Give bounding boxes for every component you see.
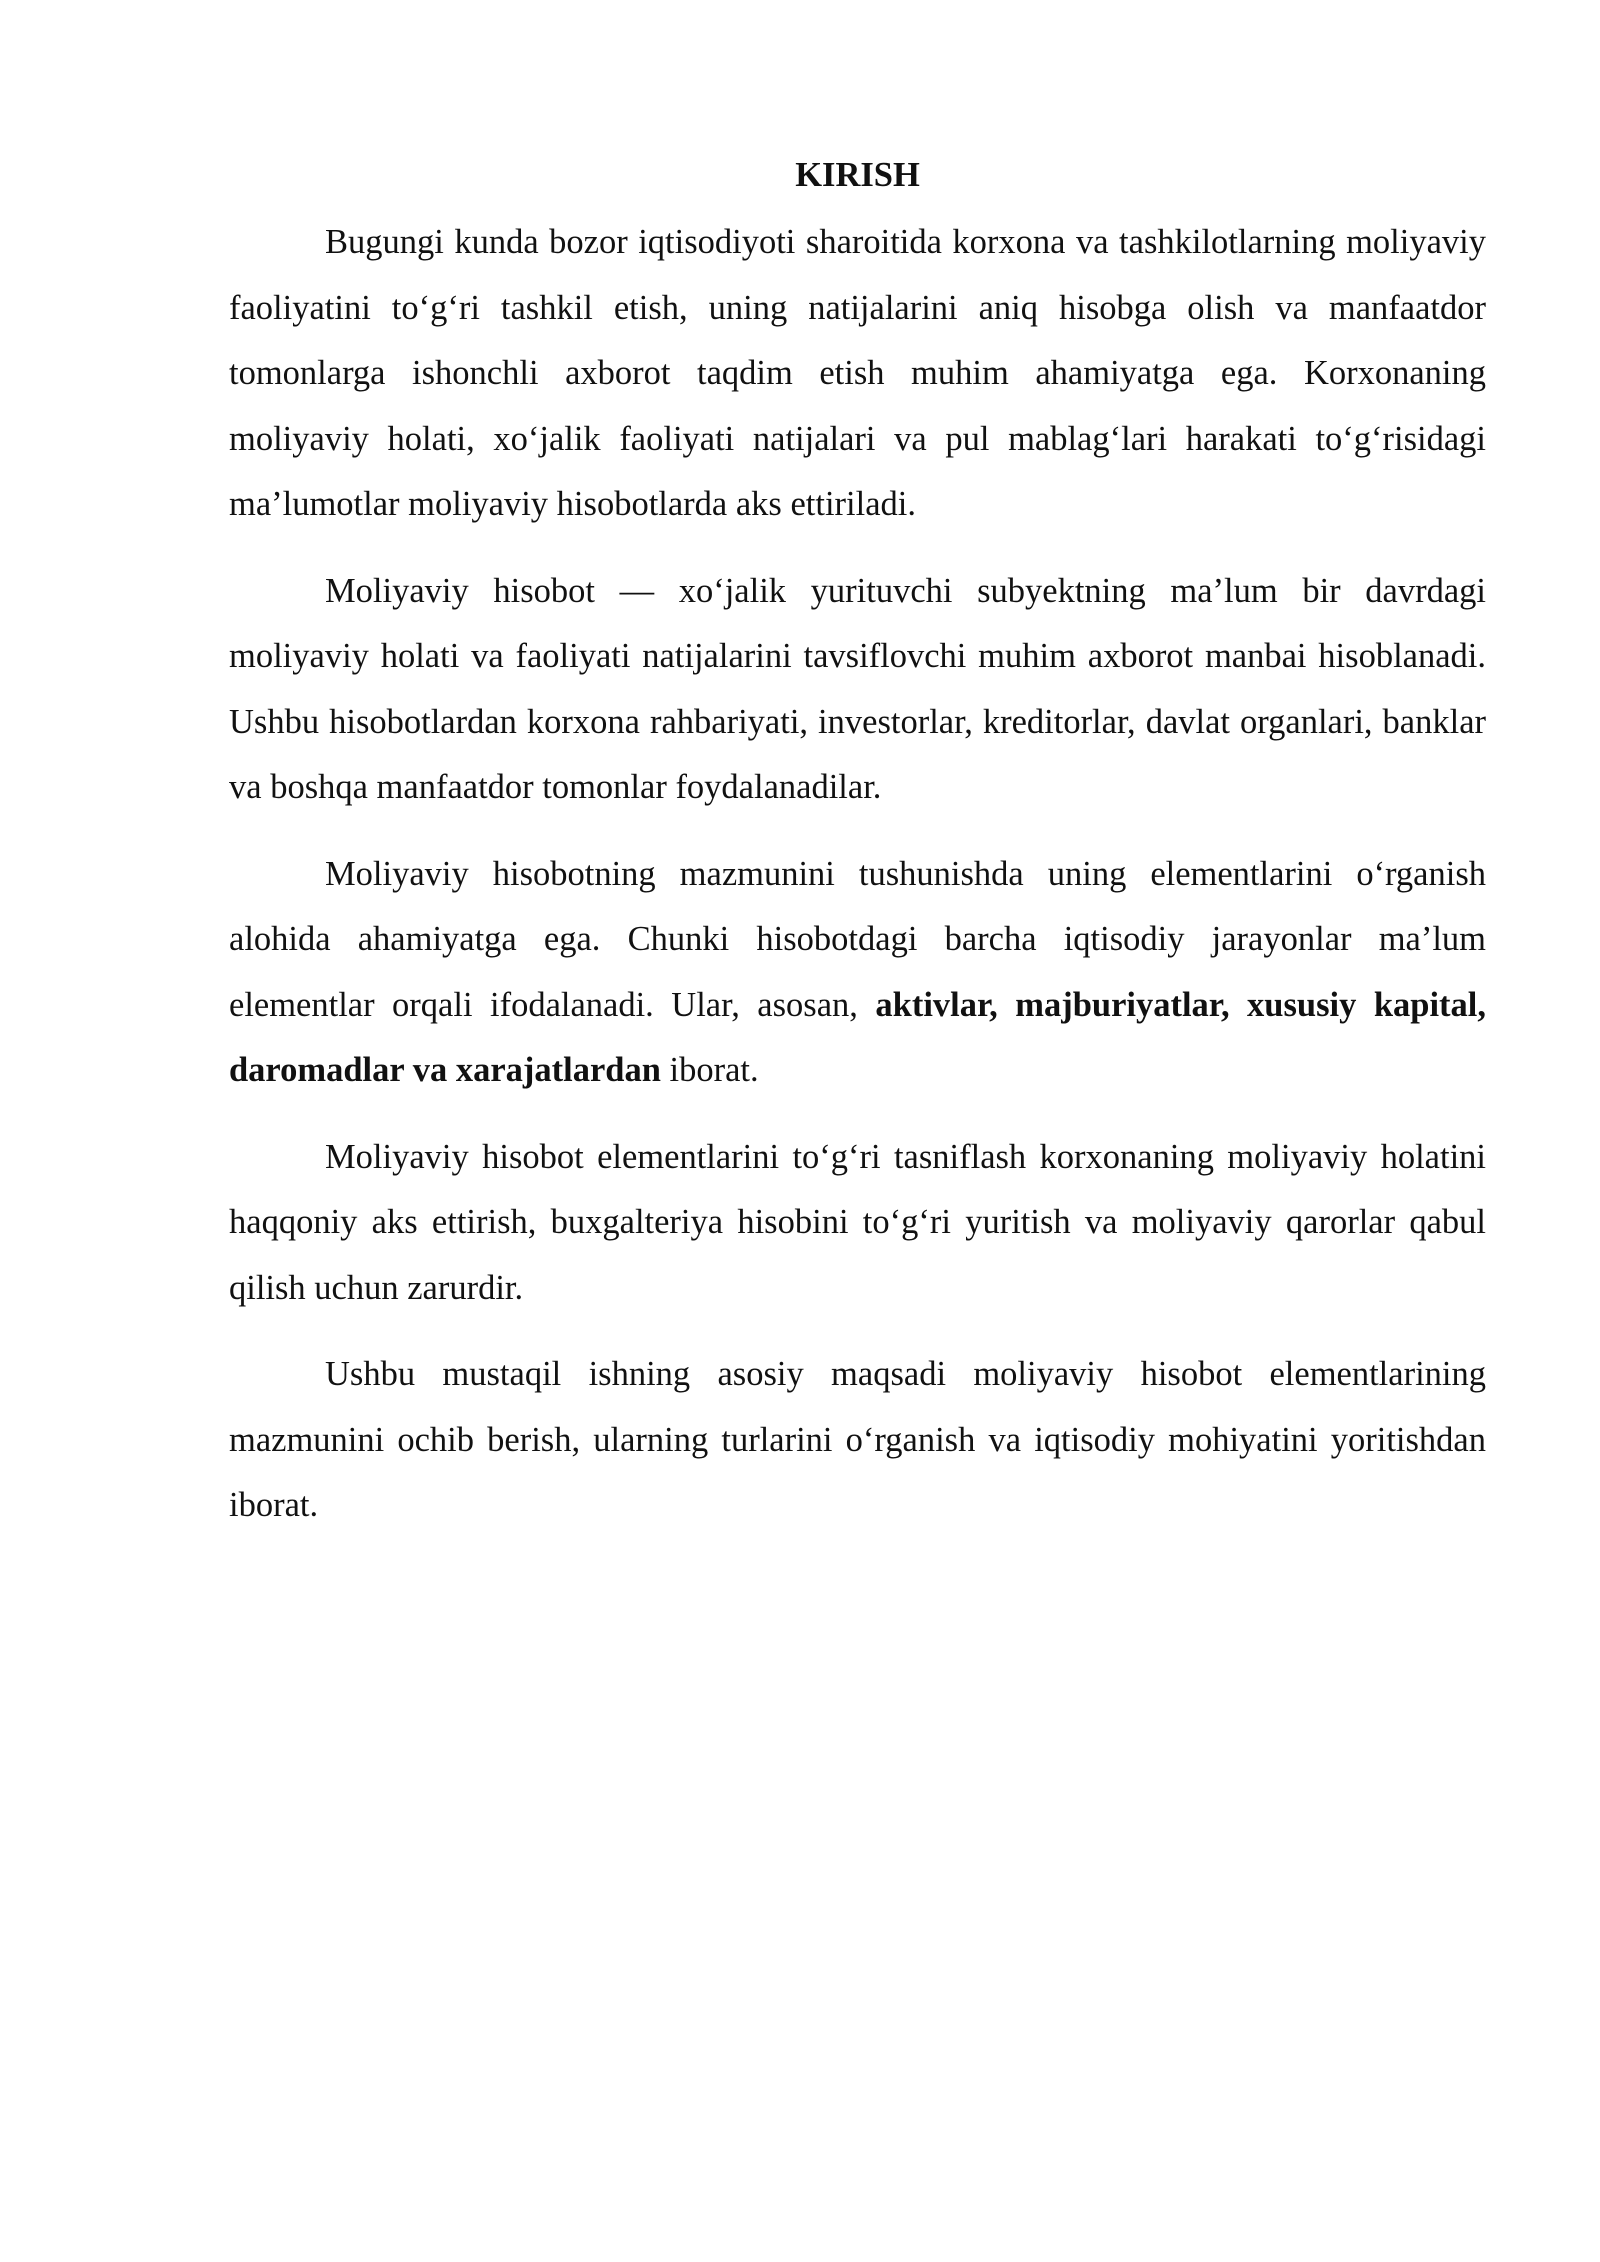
paragraph-3-text-after: iborat. <box>660 1051 759 1089</box>
paragraph-5: Ushbu mustaqil ishning asosiy maqsadi moliyaviy hisobot elementlarining mazmunini ochib berish, ularning turlarini o‘rganish va iqtisodiy mohiyatini yoritishdan iborat. <box>229 1355 1486 1524</box>
paragraph-1: Bugungi kunda bozor iqtisodiyoti sharoitida korxona va tashkilotlarning moliyaviy faoliyatini to‘g‘ri tashkil etish, uning natijalarini aniq hisobga olish va manfaatdor tomonlarga ishonchli axborot taqdim etish muhim ahamiyatga ega. Korxonaning moliyaviy holati, xo‘jalik faoliyati natijalari va pul mablag‘lari harakati to‘g‘risidagi ma’lumotlar moliyaviy hisobotlarda aks ettiriladi. <box>229 223 1486 523</box>
paragraph-2: Moliyaviy hisobot — xo‘jalik yurituvchi subyektning ma’lum bir davrdagi moliyaviy holati va faoliyati natijalarini tavsiflovchi muhim axborot manbai hisoblanadi. Ushbu hisobotlardan korxona rahbariyati, investorlar, kreditorlar, davlat organlari, banklar va boshqa manfaatdor tomonlar foydalanadilar. <box>229 571 1486 806</box>
paragraph-3 <box>229 842 1486 1104</box>
paragraph-4: Moliyaviy hisobot elementlarini to‘g‘ri tasniflash korxonaning moliyaviy holatini haqqoniy aks ettirish, buxgalteriya hisobini to‘g‘ri yuritish va moliyaviy qarorlar qabul qilish uchun zarurdir. <box>229 1137 1486 1307</box>
paragraph-3-text-before: Moliyaviy hisobotning mazmunini tushunishda uning elementlarini o‘rganish alohida ahamiyatga ega. Chunki hisobotdagi barcha iqtisodiy jarayonlar ma’lum elementlar orqali ifodalanadi. Ular, asosan, <box>229 854 1486 1024</box>
paragraph-3-bold-text: aktivlar, majburiyatlar, xususiy kapital, daromadlar va xarajatlardan <box>229 985 1486 1089</box>
page-title: KIRISH <box>795 156 920 194</box>
